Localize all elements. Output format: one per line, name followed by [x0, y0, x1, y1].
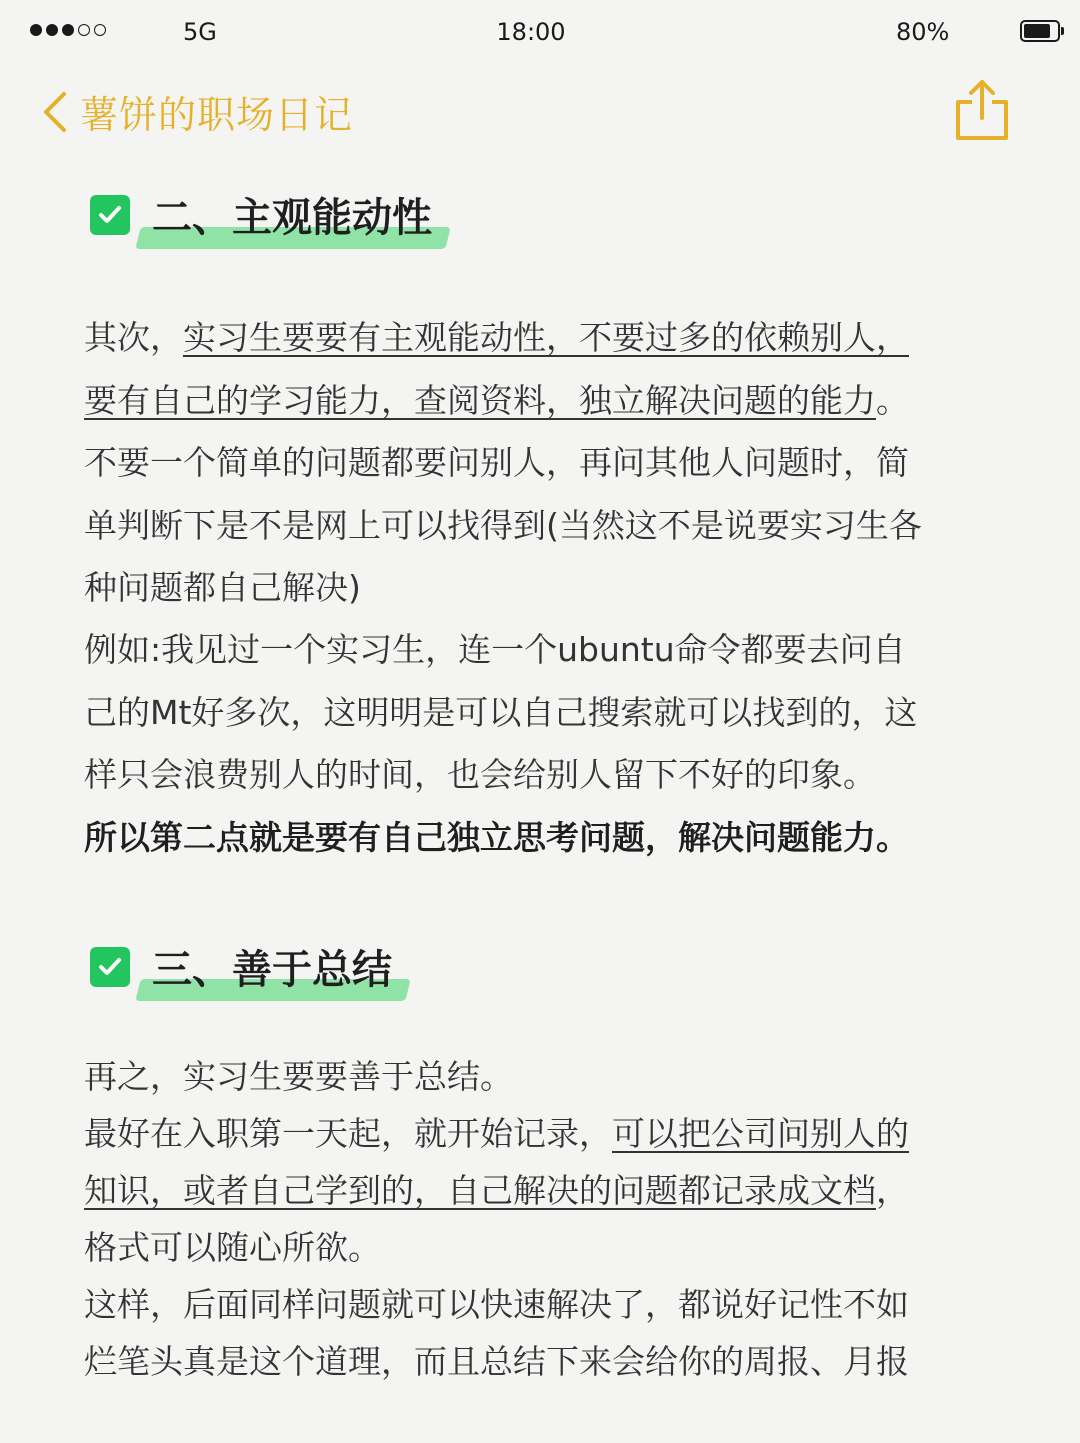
network-type: 5G [183, 18, 217, 46]
status-bar [0, 0, 1080, 66]
underlined-text: 可以把公司问别人的 [612, 1114, 909, 1153]
paragraph: 再之，实习生要要善于总结。 最好在入职第一天起，就开始记录，可以把公司问别人的 知识，或者自己学到的，自己解决的问题都记录成文档， 格式可以随心所欲。 这样，后面同样问题就可以快速解决了，都说好记性不如 烂笔头真是这个道理，而且总结下来会给你的周报、月报 [84, 1057, 909, 1381]
section-heading [90, 186, 444, 243]
status-time: 18:00 [496, 18, 566, 46]
section-title: 二、主观能动性 [146, 186, 444, 243]
paragraph: 其次，实习生要要有主观能动性，不要过多的依赖别人， 要有自己的学习能力，查阅资料，独立解决问题的能力。 不要一个简单的问题都要问别人，再问其他人问题时，简 单判断下是不是网上可以找得到(当然这不是说要实习生各 种问题都自己解决) [84, 318, 922, 607]
paragraph: 例如:我见过一个实习生，连一个ubuntu命令都要去问自 己的Mt好多次，这明明是可以自己搜索就可以找到的，这 样只会浪费别人的时间，也会给别人留下不好的印象。 所以第二点就是要有自己独立思考问题，解决问题能力。 [84, 619, 1004, 869]
back-button[interactable] [40, 84, 353, 139]
navigation-bar [0, 70, 1080, 150]
underlined-text: 要有自己的学习能力，查阅资料，独立解决问题的能力 [84, 380, 876, 420]
summary-text: 所以第二点就是要有自己独立思考问题，解决问题能力。 [84, 817, 909, 857]
back-label: 薯饼的职场日记 [80, 93, 354, 137]
checkbox-checked-icon [90, 947, 130, 987]
checkbox-checked-icon [90, 195, 130, 235]
underlined-text: 知识，或者自己学到的，自己解决的问题都记录成文档 [84, 1171, 876, 1210]
underlined-text: 实习生要要有主观能动性，不要过多的依赖别人， [183, 318, 909, 357]
chevron-left-icon [40, 90, 70, 134]
section-heading [90, 938, 404, 995]
battery-percentage: 80% [896, 18, 950, 46]
battery-icon [1020, 20, 1060, 42]
share-icon[interactable] [954, 78, 1010, 142]
section-title: 三、善于总结 [146, 938, 404, 995]
